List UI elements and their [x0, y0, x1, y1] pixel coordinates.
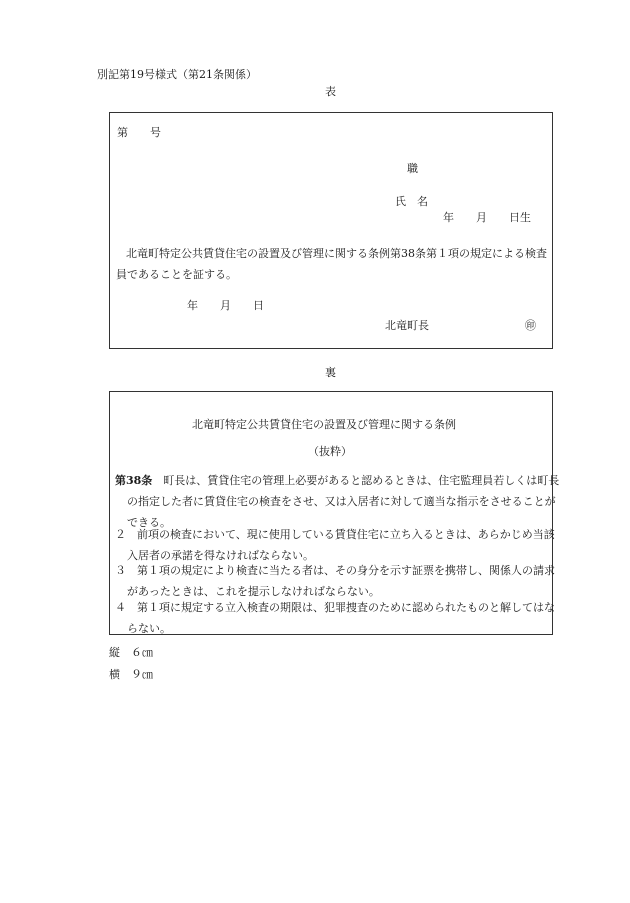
issue-date: 年 月 日: [187, 299, 264, 312]
certify-text: 北竜町特定公共賃貸住宅の設置及び管理に関する条例第38条第１項の規定による検査員であることを証する。: [116, 247, 547, 281]
width-dimension: 横 ９㎝: [109, 668, 153, 681]
front-label: 表: [325, 85, 336, 98]
form-title: 別記第19号様式（第21条関係）: [97, 68, 257, 81]
seal-mark: ㊞: [525, 319, 536, 332]
back-card: [109, 391, 560, 635]
number-label: 第 号: [117, 126, 161, 139]
front-card: [109, 112, 553, 349]
ordinance-title: 北竜町特定公共賃貸住宅の設置及び管理に関する条例: [192, 418, 456, 431]
back-label: 裏: [325, 366, 336, 379]
height-dimension: 縦 ６㎝: [109, 646, 153, 659]
issuer-name: 北竜町長: [385, 319, 429, 332]
clause-4: ４ 第１項に規定する立入検査の期限は、犯罪捜査のために認められたものと解してはならない。: [115, 601, 555, 635]
excerpt-label: （抜粋）: [308, 445, 352, 458]
clause-3: ３ 第１項の規定により検査に当たる者は、その身分を示す証票を携帯し、関係人の請求があったときは、これを提示しなければならない。: [115, 564, 555, 598]
article-text: 町長は、賃貸住宅の管理上必要があると認めるときは、住宅監理員若しくは町長の指定した者に賃貸住宅の検査をさせ、又は入居者に対して適当な指示をさせることができる。: [127, 474, 560, 529]
clause-2: ２ 前項の検査において、現に使用している賃貸住宅に立ち入るときは、あらかじめ当該入居者の承諾を得なければならない。: [115, 528, 555, 562]
position-label: 職: [407, 162, 418, 175]
name-label: 氏 名: [395, 195, 428, 208]
article-number: 第38条: [115, 474, 153, 487]
birth-label: 年 月 日生: [443, 211, 531, 224]
